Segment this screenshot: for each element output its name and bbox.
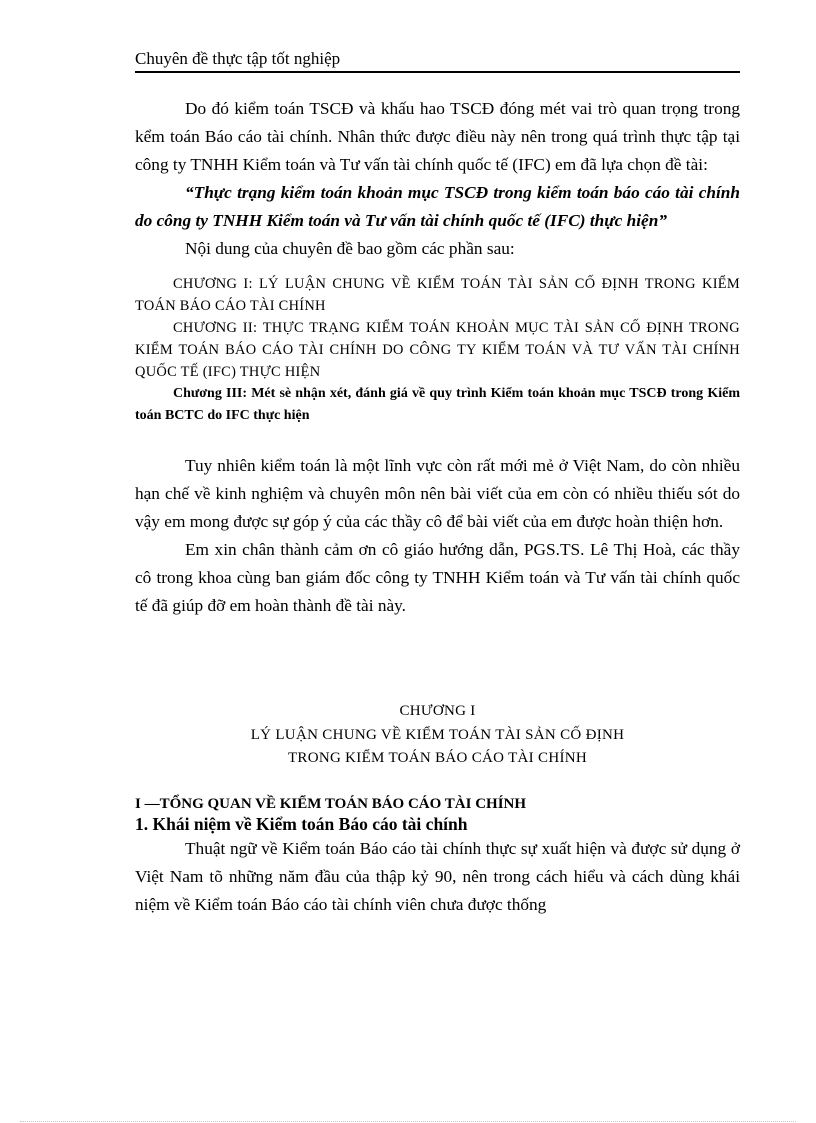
page-header: Chuyên đề thực tập tốt nghiệp	[135, 49, 740, 73]
chapter-label: CHƯƠNG I	[399, 703, 476, 719]
page-content	[135, 95, 740, 919]
closing-paragraph: Tuy nhiên kiểm toán là một lĩnh vực còn rất mới mẻ ở Việt Nam, do còn nhiều hạn chế về kinh nghiệm và chuyên môn nên bài viết của em còn có nhiều thiếu sót do vậy em mong được sự góp ý của các thầy cô để bài viết của em được hoàn thiện hơn.	[135, 456, 740, 531]
chapter-3-entry: Chương III: Mét sè nhận xét, đánh giá về quy trình Kiểm toán khoản mục TSCĐ trong Kiểm toán BCTC do IFC thực hiện	[135, 386, 740, 423]
section-title: I —TỔNG QUAN VỀ KIỂM TOÁN BÁO CÁO TÀI CHÍNH	[135, 795, 527, 812]
chapter-list	[135, 273, 740, 427]
acknowledgement-paragraph: Em xin chân thành cảm ơn cô giáo hướng dẫn, PGS.TS. Lê Thị Hoà, các thầy cô trong khoa cùng ban giám đốc công ty TNHH Kiểm toán và Tư vấn tài chính quốc tế đã giúp đỡ em hoàn thành đề tài này.	[135, 540, 740, 615]
chapter-1-entry: CHƯƠNG I: LÝ LUẬN CHUNG VỀ KIỂM TOÁN TÀI SẢN CỐ ĐỊNH TRONG KIỂM TOÁN BÁO CÁO TÀI CHÍNH	[135, 276, 740, 314]
body-paragraph: Thuật ngữ về Kiểm toán Báo cáo tài chính thực sự xuất hiện và được sử dụng ở Việt Nam tõ những năm đầu của thập kỷ 90, nên trong cách hiểu và cách dùng khái niệm về Kiểm toán Báo cáo tài chính viên chưa được thống	[135, 838, 740, 914]
intro-paragraph: Do đó kiểm toán TSCĐ và khấu hao TSCĐ đóng mét vai trò quan trọng trong kểm toán Báo cáo tài chính. Nhân thức được điều này nên trong quá trình thực tập tại công ty TNHH Kiểm toán và Tư vấn tài chính quốc tế (IFC) em đã lựa chọn đề tài:	[135, 99, 740, 174]
chapter-2-entry: CHƯƠNG II: THỰC TRẠNG KIỂM TOÁN KHOẢN MỤC TÀI SẢN CỐ ĐỊNH TRONG KIỂM TOÁN BÁO CÁO TÀI CHÍNH DO CÔNG TY KIỂM TOÁN VÀ TƯ VẤN TÀI CHÍNH QUỐC TẾ (IFC) THỰC HIỆN	[135, 320, 740, 380]
contents-intro: Nội dung của chuyên đề bao gồm các phần sau:	[185, 239, 515, 258]
chapter-title-line-1: LÝ LUẬN CHUNG VỀ KIỂM TOÁN TÀI SẢN CỐ ĐỊNH	[250, 726, 625, 743]
page-bottom-divider	[20, 1121, 796, 1122]
thesis-topic: “Thực trạng kiểm toán khoản mục TSCĐ trong kiểm toán báo cáo tài chính do công ty TNHH Kiểm toán và Tư vấn tài chính quốc tế (IFC) thực hiện”	[135, 183, 740, 230]
chapter-title-line-2: TRONG KIỂM TOÁN BÁO CÁO TÀI CHÍNH	[287, 750, 588, 766]
subsection-title: 1. Khái niệm về Kiểm toán Báo cáo tài chính	[135, 813, 468, 834]
